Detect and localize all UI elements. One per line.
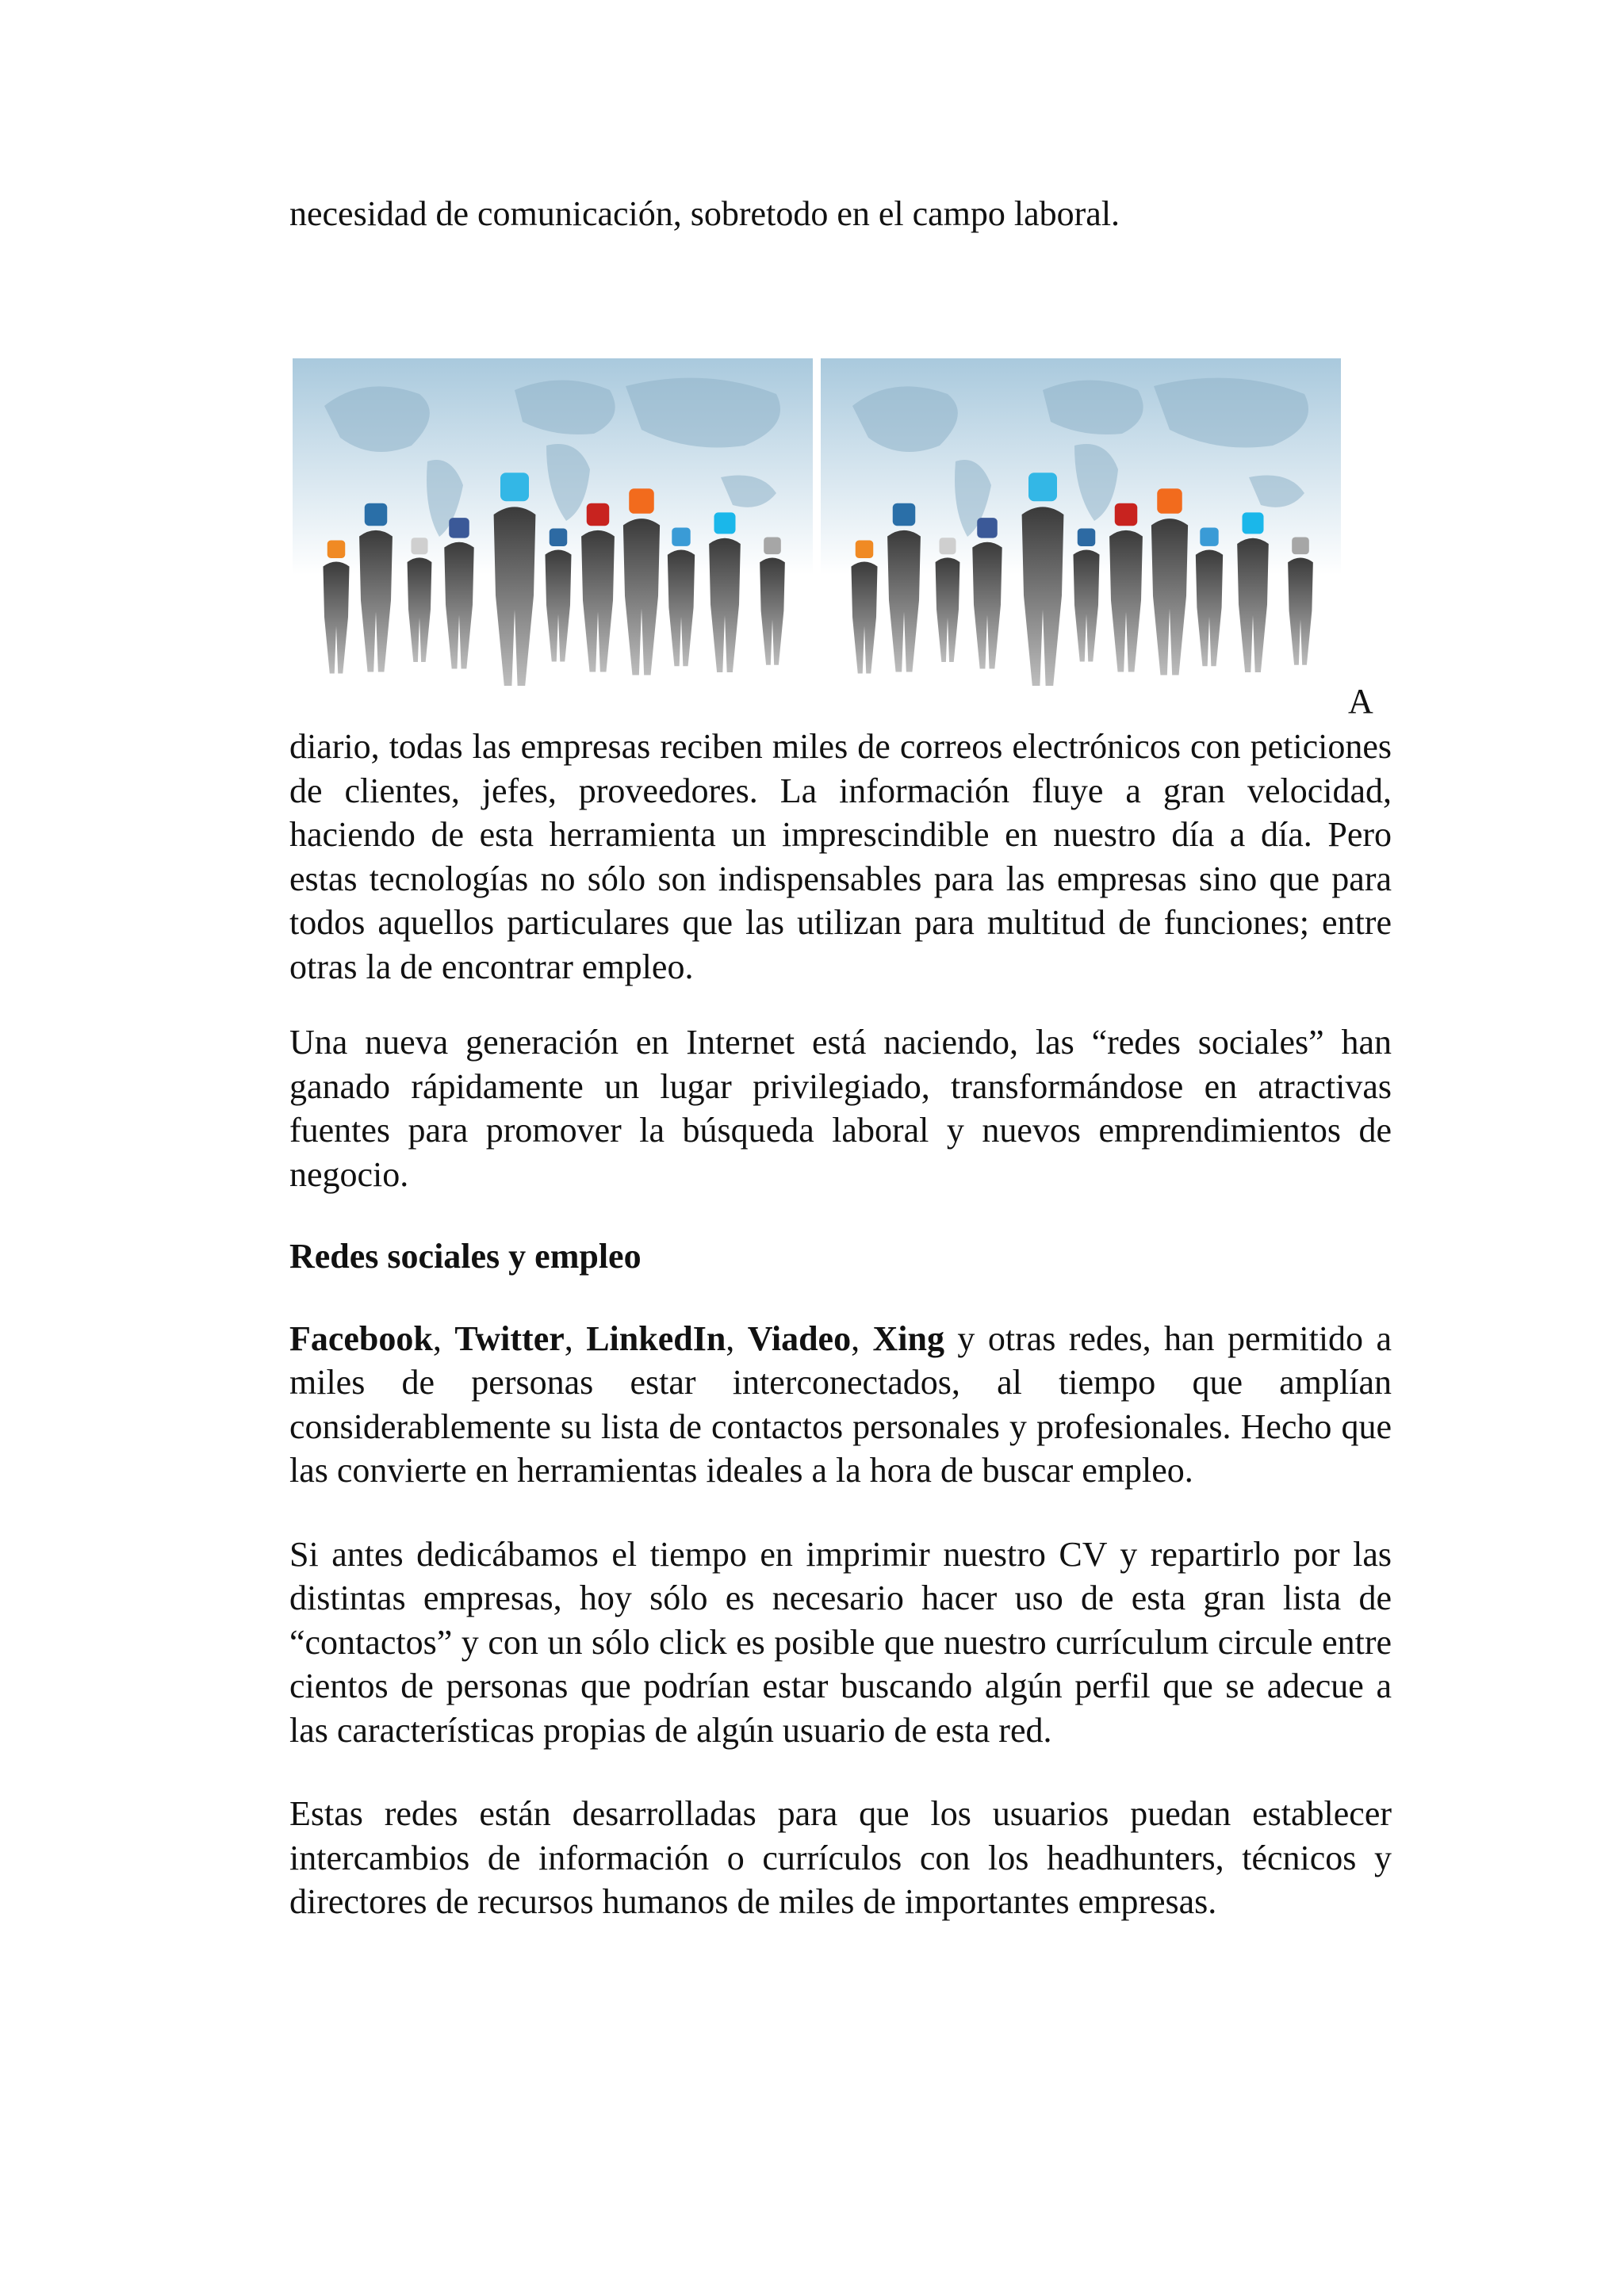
- social-network-images: [293, 358, 1341, 691]
- paragraph-4: Si antes dedicábamos el tiempo en imprimir nuestro CV y repartirlo por las distintas empresas, hoy sólo es necesario hacer uso de esta gran lista de “contactos” y con un sólo click es posible que nuestro currículum circule entre cientos de personas que podrían estar buscando algún perfil que se adecue a las características propias de algún usuario de esta red.: [289, 1534, 1392, 1750]
- digg-icon: [1292, 538, 1309, 555]
- paragraph-3-rest: y otras redes, han permitido a miles de personas estar interconectados, al tiempo que amplían considerablemente su lista de contactos personales y profesionales. Hecho que las convierte en herramientas ideales a la hora de buscar empleo.: [289, 1318, 1392, 1490]
- facebook-icon: [449, 518, 469, 538]
- separator: ,: [726, 1318, 748, 1358]
- network-linkedin: LinkedIn: [586, 1318, 726, 1358]
- vimeo-icon: [714, 512, 736, 534]
- separator: ,: [564, 1318, 587, 1358]
- wordpress-icon: [365, 503, 388, 526]
- vimeo-icon: [1243, 512, 1264, 534]
- twitter-icon: [500, 473, 529, 501]
- social-network-image-left: [293, 358, 813, 691]
- paragraph-5: Estas redes están desarrolladas para que los usuarios puedan establecer intercambios de información o currículos con los headhunters, técnicos y directores de recursos humanos de miles de importantes empresas.: [289, 1794, 1392, 1921]
- separator: ,: [432, 1318, 455, 1358]
- facebook-icon: [977, 518, 998, 538]
- rss-icon: [327, 541, 346, 559]
- paragraph-3: [289, 1317, 1392, 1493]
- rss-icon: [856, 541, 874, 559]
- network-facebook: Facebook: [289, 1318, 433, 1358]
- delicious-icon: [940, 538, 956, 554]
- paragraph-2: Una nueva generación en Internet está naciendo, las “redes sociales” han ganado rápidamente un lugar privilegiado, transformándose en atractivas fuentes para promover la búsqueda laboral y nuevos emprendimientos de negocio.: [289, 1023, 1392, 1194]
- myspace-icon: [1078, 529, 1096, 547]
- section-heading: Redes sociales y empleo: [289, 1237, 642, 1276]
- technorati-icon: [1200, 527, 1218, 545]
- myspace-icon: [550, 529, 568, 547]
- paragraph-1: diario, todas las empresas reciben miles de correos electrónicos con peticiones de clientes, jefes, proveedores. La información fluye a gran velocidad, haciendo de esta herramienta un imprescindible en nuestro día a día. Pero estas tecnologías no sólo son indispensables para las empresas sino que para todos aquellos particulares que las utilizan para multitud de funciones; entre otras la de encontrar empleo.: [289, 727, 1392, 986]
- blogger-icon: [629, 488, 654, 514]
- twitter-icon: [1028, 473, 1057, 501]
- digg-icon: [764, 538, 781, 555]
- technorati-icon: [672, 527, 690, 545]
- youtube-icon: [1115, 503, 1138, 526]
- network-viadeo: Viadeo: [747, 1318, 852, 1358]
- wordpress-icon: [893, 503, 916, 526]
- top-text-line: [289, 192, 1392, 236]
- blogger-icon: [1157, 488, 1182, 514]
- network-twitter: Twitter: [454, 1318, 565, 1358]
- network-xing: Xing: [872, 1318, 944, 1358]
- separator: ,: [851, 1318, 873, 1358]
- delicious-icon: [412, 538, 428, 554]
- body-text: [289, 725, 1392, 1924]
- top-line-text: necesidad de comunicación, sobretodo en el campo laboral.: [289, 194, 1120, 233]
- social-network-image-right: [821, 358, 1341, 691]
- youtube-icon: [587, 503, 610, 526]
- drop-letter: A: [1348, 682, 1373, 721]
